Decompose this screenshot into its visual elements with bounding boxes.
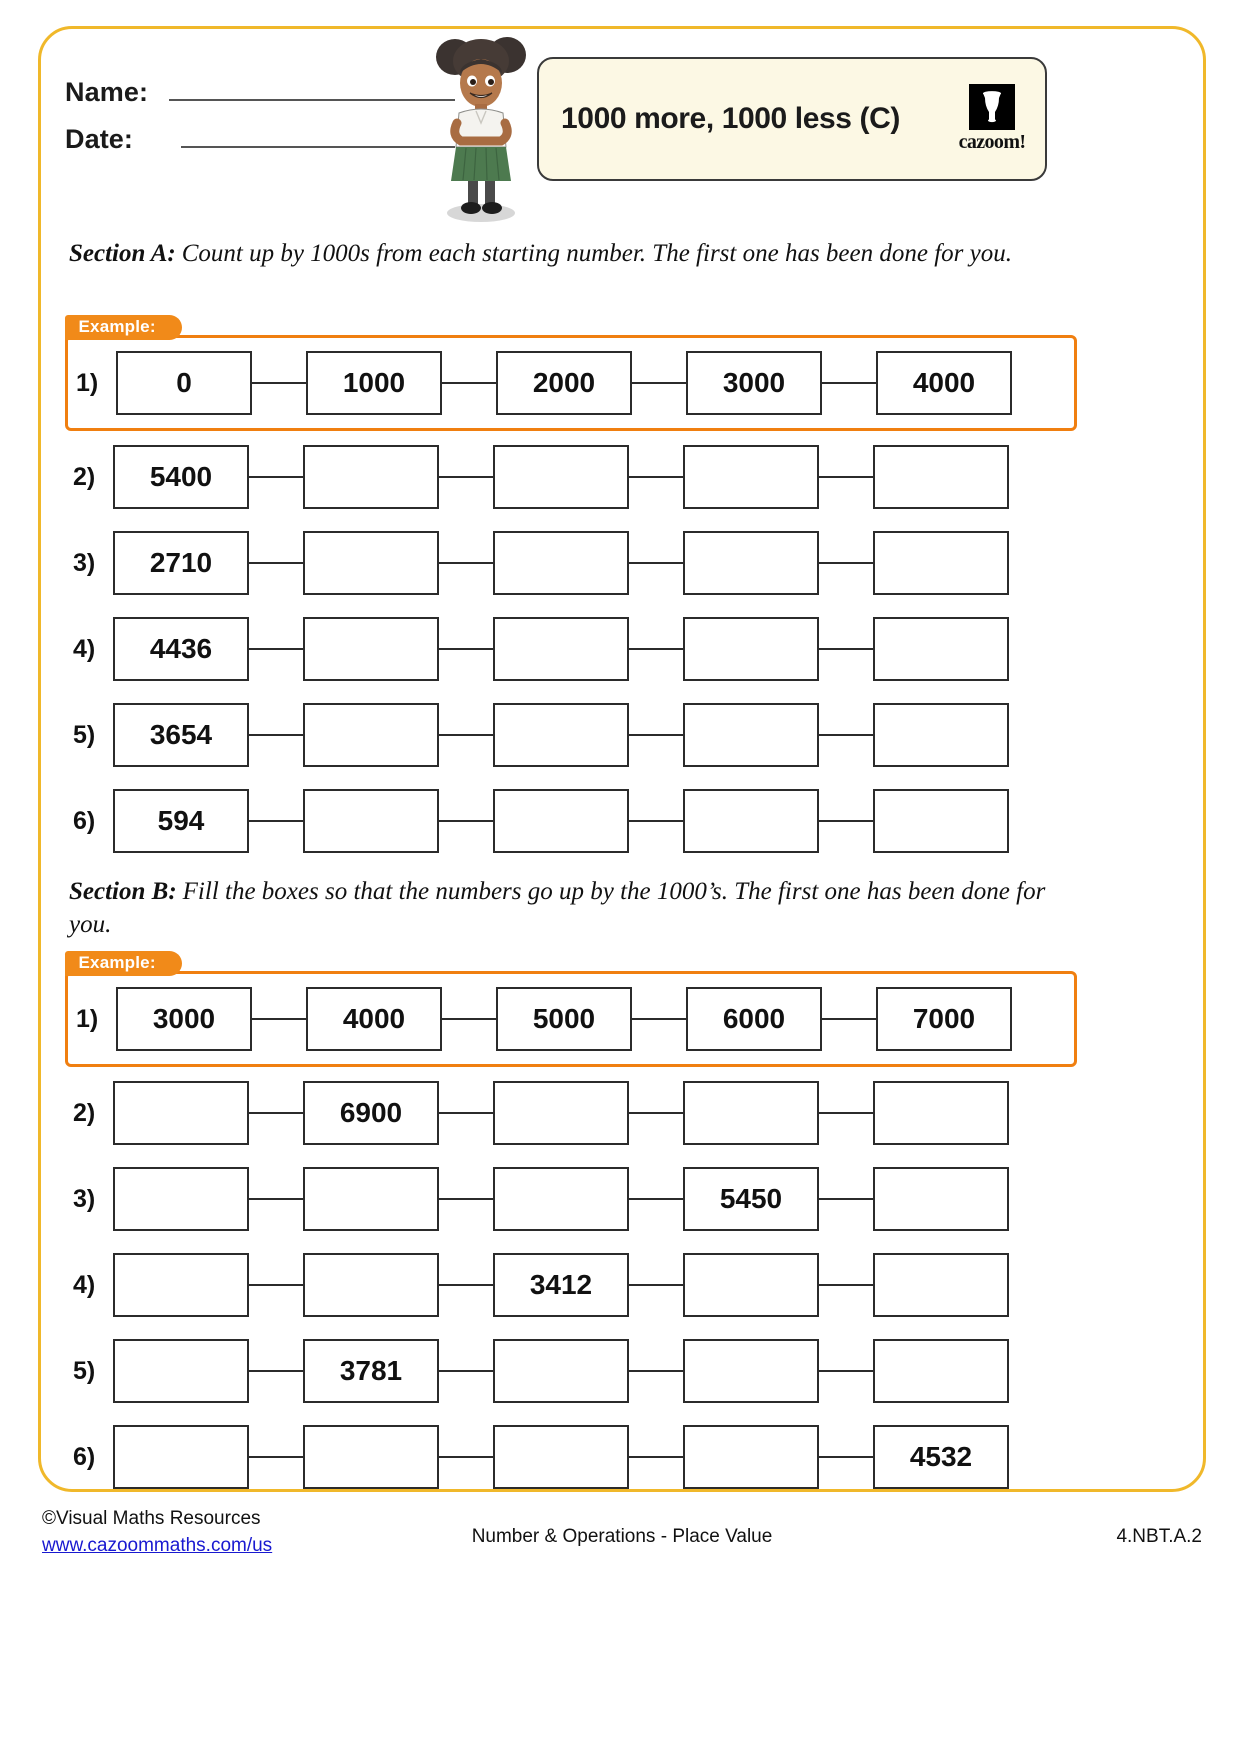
table-row xyxy=(65,785,1075,857)
name-row xyxy=(65,77,455,108)
connector-line xyxy=(249,1284,303,1287)
number-box[interactable] xyxy=(303,703,439,767)
number-box[interactable] xyxy=(683,1425,819,1489)
number-box[interactable]: 3000 xyxy=(116,987,252,1051)
connector-line xyxy=(442,382,496,385)
number-box[interactable] xyxy=(113,1167,249,1231)
section-a-instruction-text: Count up by 1000s from each starting number. The first one has been done for you. xyxy=(181,240,1012,267)
number-box[interactable]: 6900 xyxy=(303,1081,439,1145)
number-box[interactable] xyxy=(683,531,819,595)
table-row xyxy=(68,338,1074,428)
connector-line xyxy=(439,1370,493,1373)
connector-line xyxy=(249,1456,303,1459)
row-number: 6) xyxy=(73,806,96,835)
number-box[interactable] xyxy=(873,531,1009,595)
section-b-example-box xyxy=(65,953,1077,1067)
connector-line xyxy=(442,1018,496,1021)
number-box[interactable] xyxy=(873,703,1009,767)
number-box[interactable] xyxy=(303,1167,439,1231)
number-box[interactable] xyxy=(303,445,439,509)
number-box[interactable] xyxy=(873,789,1009,853)
row-number: 1) xyxy=(76,1004,99,1033)
number-box[interactable]: 1000 xyxy=(306,351,442,415)
row-number: 2) xyxy=(73,1098,96,1127)
connector-line xyxy=(249,1198,303,1201)
number-box[interactable] xyxy=(113,1081,249,1145)
cazoom-logo xyxy=(953,84,1031,154)
worksheet-footer xyxy=(38,1506,1206,1576)
number-box[interactable] xyxy=(873,445,1009,509)
row-number: 6) xyxy=(73,1442,96,1471)
connector-line xyxy=(439,734,493,737)
table-row xyxy=(65,1421,1075,1493)
page-title: 1000 more, 1000 less (C) xyxy=(561,102,900,135)
cazoom-drum-icon xyxy=(969,84,1015,130)
number-box[interactable]: 3412 xyxy=(493,1253,629,1317)
date-write-line[interactable] xyxy=(181,146,455,148)
number-box[interactable] xyxy=(493,445,629,509)
number-box[interactable]: 2000 xyxy=(496,351,632,415)
number-box[interactable] xyxy=(303,789,439,853)
worksheet-title-box xyxy=(537,57,1047,181)
connector-line xyxy=(249,562,303,565)
section-a-instructions xyxy=(69,237,1049,270)
number-box[interactable] xyxy=(683,1081,819,1145)
connector-line xyxy=(629,820,683,823)
connector-line xyxy=(249,648,303,651)
number-box[interactable] xyxy=(493,617,629,681)
connector-line xyxy=(819,1456,873,1459)
number-box[interactable] xyxy=(303,531,439,595)
number-box[interactable] xyxy=(683,1253,819,1317)
section-b-instructions xyxy=(69,875,1049,941)
number-box[interactable]: 594 xyxy=(113,789,249,853)
number-box[interactable]: 3000 xyxy=(686,351,822,415)
number-box[interactable] xyxy=(493,1167,629,1231)
number-box[interactable]: 5000 xyxy=(496,987,632,1051)
student-character-illustration xyxy=(421,35,541,225)
number-box[interactable] xyxy=(493,1339,629,1403)
number-box[interactable] xyxy=(493,789,629,853)
number-box[interactable] xyxy=(303,1253,439,1317)
table-row xyxy=(65,1163,1075,1235)
connector-line xyxy=(819,1112,873,1115)
connector-line xyxy=(249,476,303,479)
connector-line xyxy=(629,476,683,479)
connector-line xyxy=(439,820,493,823)
connector-line xyxy=(249,820,303,823)
number-box[interactable] xyxy=(683,1339,819,1403)
number-box[interactable]: 4000 xyxy=(306,987,442,1051)
connector-line xyxy=(819,820,873,823)
section-b-rows xyxy=(65,1077,1075,1507)
row-number: 4) xyxy=(73,1270,96,1299)
connector-line xyxy=(249,1370,303,1373)
connector-line xyxy=(629,1284,683,1287)
cazoom-website-link[interactable]: www.cazoommaths.com/us xyxy=(42,1534,273,1556)
number-box[interactable] xyxy=(493,1425,629,1489)
connector-line xyxy=(822,1018,876,1021)
connector-line xyxy=(819,1284,873,1287)
section-b-label: Section B: xyxy=(69,878,177,905)
connector-line xyxy=(819,648,873,651)
number-box[interactable] xyxy=(873,1167,1009,1231)
row-number: 5) xyxy=(73,1356,96,1385)
connector-line xyxy=(439,562,493,565)
number-box[interactable] xyxy=(303,1425,439,1489)
section-b-example-tab: Example: xyxy=(65,951,182,976)
number-box[interactable] xyxy=(683,617,819,681)
connector-line xyxy=(632,1018,686,1021)
section-a-rows xyxy=(65,441,1075,871)
cazoom-logo-text: cazoom! xyxy=(958,131,1026,153)
name-label: Name: xyxy=(65,77,149,107)
row-number: 2) xyxy=(73,462,96,491)
connector-line xyxy=(629,734,683,737)
connector-line xyxy=(629,1370,683,1373)
number-box[interactable]: 6000 xyxy=(686,987,822,1051)
number-box[interactable]: 4532 xyxy=(873,1425,1009,1489)
section-a-label: Section A: xyxy=(69,240,176,267)
connector-line xyxy=(439,1284,493,1287)
connector-line xyxy=(819,734,873,737)
footer-standard-code: 4.NBT.A.2 xyxy=(1116,1526,1202,1547)
connector-line xyxy=(629,1456,683,1459)
table-row xyxy=(65,1335,1075,1407)
connector-line xyxy=(249,734,303,737)
connector-line xyxy=(439,1112,493,1115)
section-a-example-box xyxy=(65,317,1077,431)
row-number: 3) xyxy=(73,1184,96,1213)
number-box[interactable]: 3654 xyxy=(113,703,249,767)
connector-line xyxy=(819,1370,873,1373)
number-box[interactable]: 4436 xyxy=(113,617,249,681)
table-row xyxy=(65,613,1075,685)
number-box[interactable] xyxy=(493,1081,629,1145)
number-box[interactable] xyxy=(493,531,629,595)
table-row xyxy=(65,699,1075,771)
connector-line xyxy=(252,1018,306,1021)
connector-line xyxy=(819,476,873,479)
row-number: 5) xyxy=(73,720,96,749)
connector-line xyxy=(632,382,686,385)
number-box[interactable] xyxy=(303,617,439,681)
table-row xyxy=(65,1249,1075,1321)
number-box[interactable]: 5450 xyxy=(683,1167,819,1231)
name-write-line[interactable] xyxy=(169,99,455,101)
number-box[interactable] xyxy=(873,1339,1009,1403)
number-box[interactable] xyxy=(873,1253,1009,1317)
table-row xyxy=(65,1077,1075,1149)
row-number: 4) xyxy=(73,634,96,663)
row-number: 3) xyxy=(73,548,96,577)
connector-line xyxy=(629,562,683,565)
connector-line xyxy=(439,1198,493,1201)
number-box[interactable] xyxy=(873,617,1009,681)
connector-line xyxy=(629,1112,683,1115)
connector-line xyxy=(249,1112,303,1115)
date-label: Date: xyxy=(65,124,134,154)
section-b-instruction-text: Fill the boxes so that the numbers go up by the 1000’s. The first one has been done for you. xyxy=(69,878,1046,938)
connector-line xyxy=(819,1198,873,1201)
table-row xyxy=(65,441,1075,513)
number-box[interactable] xyxy=(113,1425,249,1489)
number-box[interactable] xyxy=(683,789,819,853)
number-box[interactable] xyxy=(873,1081,1009,1145)
connector-line xyxy=(629,1198,683,1201)
connector-line xyxy=(252,382,306,385)
connector-line xyxy=(629,648,683,651)
connector-line xyxy=(819,562,873,565)
date-row xyxy=(65,124,455,155)
number-box[interactable]: 5400 xyxy=(113,445,249,509)
number-box[interactable]: 4000 xyxy=(876,351,1012,415)
section-a-example-tab: Example: xyxy=(65,315,182,340)
worksheet-header xyxy=(41,29,1203,229)
number-box[interactable]: 2710 xyxy=(113,531,249,595)
footer-topic: Number & Operations - Place Value xyxy=(471,1526,773,1547)
table-row xyxy=(65,527,1075,599)
number-box[interactable]: 0 xyxy=(116,351,252,415)
number-box[interactable] xyxy=(683,703,819,767)
name-date-block xyxy=(65,77,455,171)
number-box[interactable] xyxy=(113,1253,249,1317)
connector-line xyxy=(822,382,876,385)
connector-line xyxy=(439,1456,493,1459)
number-box[interactable] xyxy=(113,1339,249,1403)
number-box[interactable]: 3781 xyxy=(303,1339,439,1403)
number-box[interactable] xyxy=(493,703,629,767)
number-box[interactable] xyxy=(683,445,819,509)
row-number: 1) xyxy=(76,368,99,397)
number-box[interactable]: 7000 xyxy=(876,987,1012,1051)
worksheet-frame xyxy=(38,26,1206,1492)
connector-line xyxy=(439,648,493,651)
table-row xyxy=(68,974,1074,1064)
copyright-text: ©Visual Maths Resources xyxy=(42,1508,261,1529)
connector-line xyxy=(439,476,493,479)
